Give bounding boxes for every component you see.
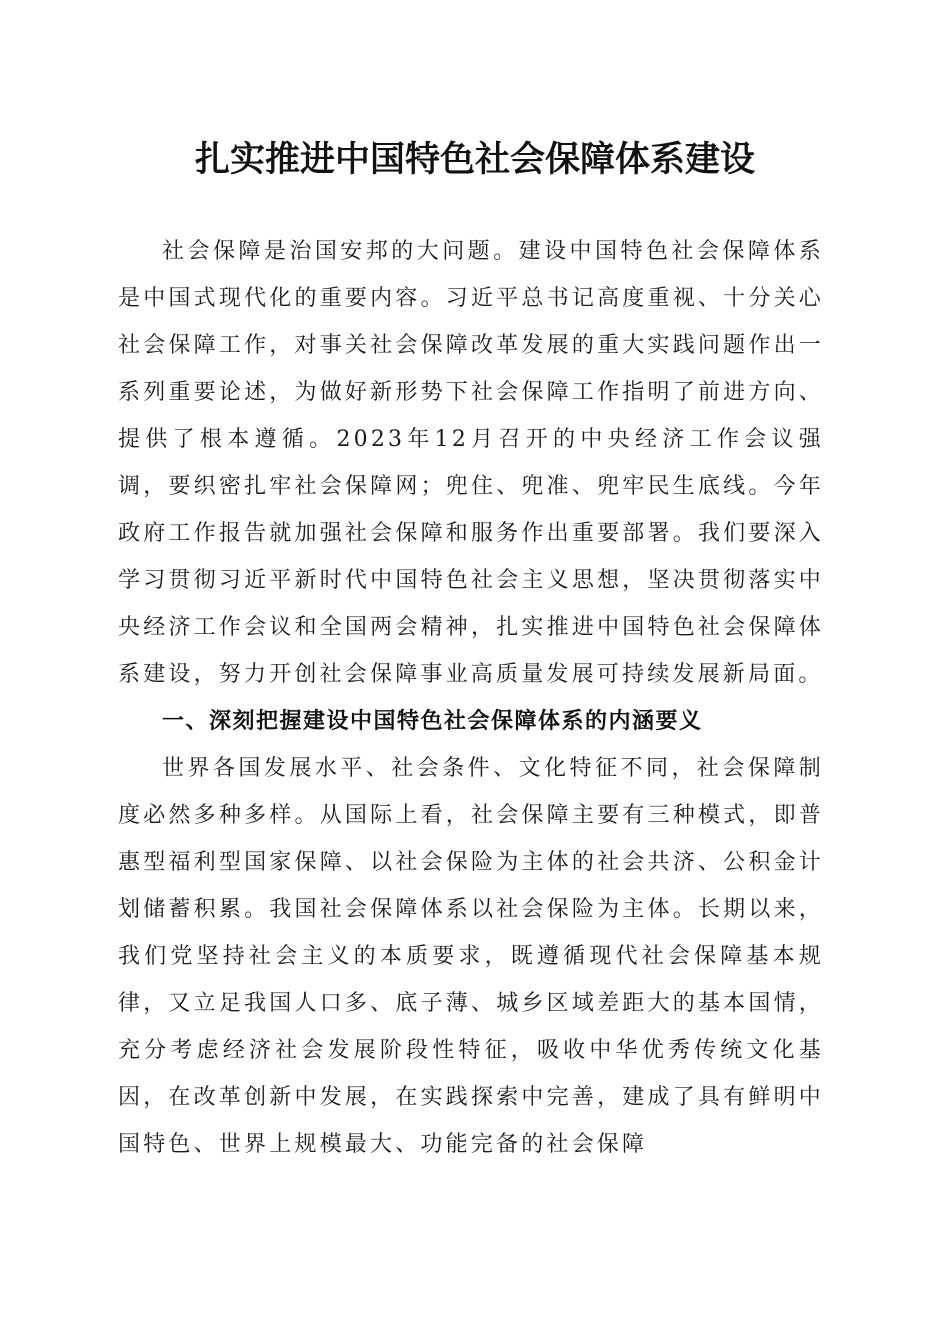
document-body — [118, 228, 824, 1168]
document-title: 扎实推进中国特色社会保障体系建设 — [194, 140, 755, 180]
section-heading-1: 一、深刻把握建设中国特色社会保障体系的内涵要义 — [162, 709, 703, 734]
paragraph-intro: 社会保障是治国安邦的大问题。建设中国特色社会保障体系是中国式现代化的重要内容。习近平总书记高度重视、十分关心社会保障工作，对事关社会保障改革发展的重大实践问题作出一系列重要论述，为做好新形势下社会保障工作指明了前进方向、提供了根本遵循。2023年12月召开的中央经济工作会议强调，要织密扎牢社会保障网；兜住、兜准、兜牢民生底线。今年政府工作报告就加强社会保障和服务作出重要部署。我们要深入学习贯彻习近平新时代中国特色社会主义思想，坚决贯彻落实中央经济工作会议和全国两会精神，扎实推进中国特色社会保障体系建设，努力开创社会保障事业高质量发展可持续发展新局面。 — [118, 239, 824, 687]
paragraph-section-1: 世界各国发展水平、社会条件、文化特征不同，社会保障制度必然多种多样。从国际上看，社会保障主要有三种模式，即普惠型福利型国家保障、以社会保险为主体的社会共济、公积金计划储蓄积累。我国社会保障体系以社会保险为主体。长期以来，我们党坚持社会主义的本质要求，既遵循现代社会保障基本规律，又立足我国人口多、底子薄、城乡区域差距大的基本国情，充分考虑经济社会发展阶段性特征，吸收中华优秀传统文化基因，在改革创新中发展，在实践探索中完善，建成了具有鲜明中国特色、世界上规模最大、功能完备的社会保障 — [118, 756, 824, 1157]
